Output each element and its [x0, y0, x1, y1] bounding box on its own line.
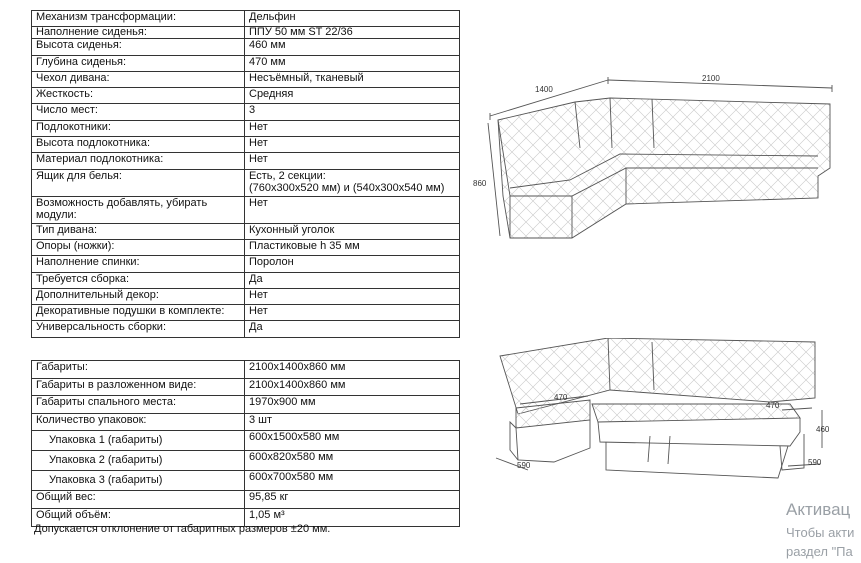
dimension-label: Упаковка 2 (габариты) [32, 451, 245, 471]
dimension-value: 2100x1400x860 мм [245, 378, 460, 396]
sofa-top-dimension-drawing [470, 68, 840, 248]
spec-row [32, 27, 460, 39]
spec-value: Несъёмный, тканевый [245, 71, 460, 87]
spec-label: Универсальность сборки: [32, 321, 245, 337]
spec-row [32, 272, 460, 288]
spec-value: Дельфин [245, 11, 460, 27]
spec-value: Кухонный уголок [245, 223, 460, 239]
spec-value: Да [245, 321, 460, 337]
spec-label: Материал подлокотника: [32, 153, 245, 169]
dimension-label: Общий вес: [32, 491, 245, 509]
spec-label: Глубина сиденья: [32, 55, 245, 71]
dimension-row [32, 361, 460, 379]
seat-height-label: 460 [816, 425, 830, 434]
width-dimension-label: 2100 [702, 74, 720, 83]
spec-row [32, 104, 460, 120]
spec-value: Поролон [245, 256, 460, 272]
spec-row [32, 305, 460, 321]
dimension-row [32, 491, 460, 509]
spec-row [32, 39, 460, 55]
spec-value: Пластиковые h 35 мм [245, 239, 460, 255]
spec-row [32, 88, 460, 104]
dimension-row [32, 396, 460, 414]
activation-watermark-title: Активац [786, 500, 851, 519]
right-base-label: 590 [808, 458, 822, 467]
spec-label: Тип дивана: [32, 223, 245, 239]
spec-value: 460 мм [245, 39, 460, 55]
dimension-label: Габариты спального места: [32, 396, 245, 414]
spec-row [32, 55, 460, 71]
spec-value: Нет [245, 305, 460, 321]
spec-row [32, 239, 460, 255]
spec-label: Дополнительный декор: [32, 288, 245, 304]
dimension-value: 95,85 кг [245, 491, 460, 509]
dimension-row [32, 378, 460, 396]
spec-value: Нет [245, 120, 460, 136]
dimension-label: Упаковка 1 (габариты) [32, 431, 245, 451]
spec-label: Наполнение спинки: [32, 256, 245, 272]
spec-row [32, 153, 460, 169]
spec-value: 470 мм [245, 55, 460, 71]
spec-row [32, 196, 460, 223]
spec-value: Нет [245, 153, 460, 169]
spec-label: Декоративные подушки в комплекте: [32, 305, 245, 321]
sofa-bottom-dimension-drawing [470, 338, 840, 483]
spec-label: Опоры (ножки): [32, 239, 245, 255]
right-seat-depth-label: 470 [766, 401, 780, 410]
dimension-row [32, 413, 460, 431]
spec-value-line: Есть, 2 секции: [249, 169, 326, 182]
activation-watermark-line: раздел "Па [786, 544, 853, 559]
spec-row [32, 137, 460, 153]
spec-value-line: (760x300x520 мм) и (540x300x540 мм) [249, 182, 445, 195]
spec-value: Да [245, 272, 460, 288]
dimension-value: 600x1500x580 мм [245, 431, 460, 451]
spec-label: Подлокотники: [32, 120, 245, 136]
depth-dimension-label: 1400 [535, 85, 553, 94]
spec-value: 3 [245, 104, 460, 120]
dimension-row [32, 431, 460, 451]
spec-row [32, 288, 460, 304]
activation-watermark-line: Чтобы акти [786, 525, 855, 540]
tolerance-note: Допускается отклонение от габаритных размеров ±20 мм. [34, 523, 331, 535]
spec-row [32, 223, 460, 239]
spec-row [32, 11, 460, 27]
height-dimension-label: 860 [473, 179, 487, 188]
spec-label: Ящик для белья: [32, 169, 245, 196]
dimension-label: Упаковка 3 (габариты) [32, 471, 245, 491]
dimension-row [32, 471, 460, 491]
dimension-value: 1,05 м³ [245, 508, 460, 526]
spec-label: Требуется сборка: [32, 272, 245, 288]
dimension-label: Количество упаковок: [32, 413, 245, 431]
dimension-label: Габариты: [32, 361, 245, 379]
spec-row [32, 321, 460, 337]
spec-row [32, 120, 460, 136]
spec-value: Нет [245, 137, 460, 153]
dimension-value: 600x700x580 мм [245, 471, 460, 491]
spec-label: Жесткость: [32, 88, 245, 104]
spec-row [32, 256, 460, 272]
dimensions-table [31, 360, 460, 527]
dimension-row [32, 451, 460, 471]
dimension-value: 1970x900 мм [245, 396, 460, 414]
spec-value [245, 169, 460, 196]
spec-value: Нет [245, 196, 460, 223]
spec-label: Возможность добавлять, убирать модули: [32, 196, 245, 223]
spec-row [32, 169, 460, 196]
spec-label: Высота подлокотника: [32, 137, 245, 153]
spec-row [32, 71, 460, 87]
dimension-label: Габариты в разложенном виде: [32, 378, 245, 396]
specs-table [31, 10, 460, 338]
spec-label: Чехол дивана: [32, 71, 245, 87]
spec-value: Средняя [245, 88, 460, 104]
spec-label: Наполнение сиденья: [32, 27, 245, 39]
left-seat-depth-label: 470 [554, 393, 568, 402]
left-base-label: 590 [517, 461, 531, 470]
dimension-value: 3 шт [245, 413, 460, 431]
spec-label: Высота сиденья: [32, 39, 245, 55]
dimension-value: 2100x1400x860 мм [245, 361, 460, 379]
spec-value: ППУ 50 мм ST 22/36 [245, 27, 460, 39]
spec-label: Число мест: [32, 104, 245, 120]
spec-label: Механизм трансформации: [32, 11, 245, 27]
dimension-label: Общий объём: [32, 508, 245, 526]
spec-value: Нет [245, 288, 460, 304]
dimension-value: 600x820x580 мм [245, 451, 460, 471]
